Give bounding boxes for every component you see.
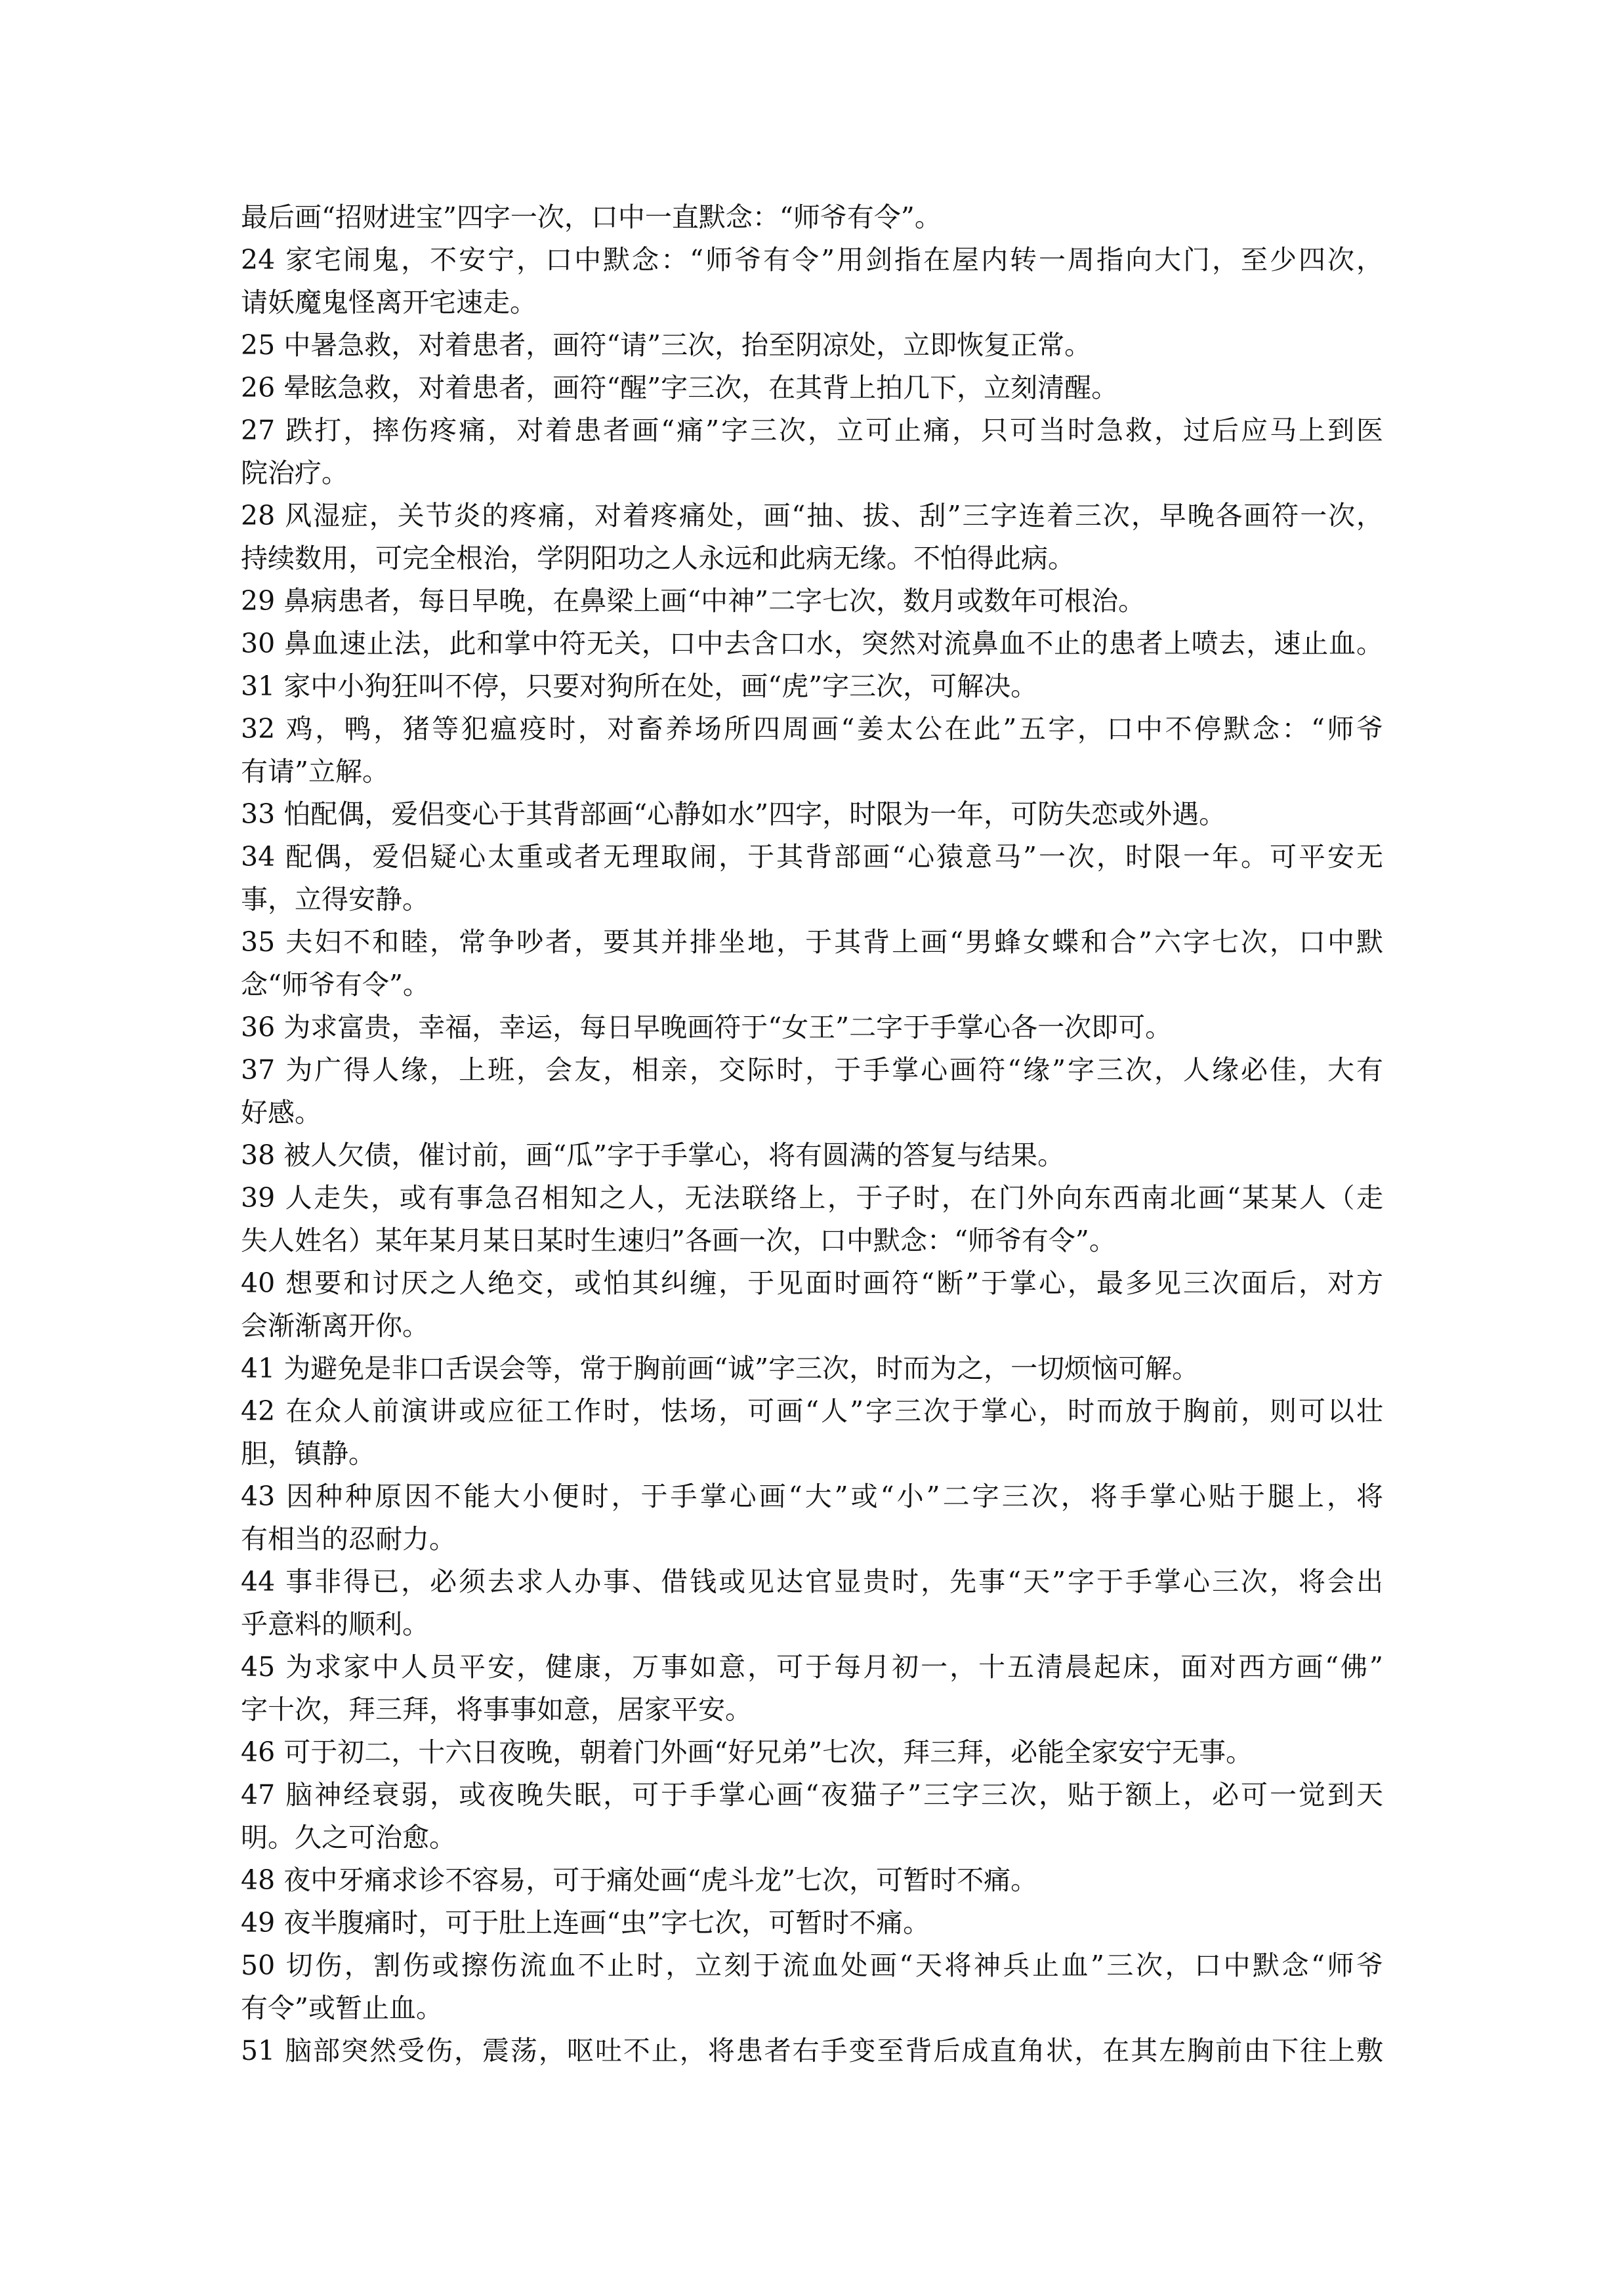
text-line: 有请”立解。	[241, 756, 389, 787]
text-line: 35 夫妇不和睦，常争吵者，要其并排坐地，于其背上画“男蜂女蝶和合”六字七次，口中默	[241, 926, 1383, 958]
text-line: 34 配偶，爱侣疑心太重或者无理取闹，于其背部画“心猿意马”一次，时限一年。可平安无	[241, 841, 1383, 872]
text-line: 胆，镇静。	[241, 1438, 375, 1469]
text-line: 43 因种种原因不能大小便时，于手掌心画“大”或“小”二字三次，将手掌心贴于腿上，将	[241, 1481, 1383, 1512]
list-item-31	[241, 665, 1383, 708]
text-line: 39 人走失，或有事急召相知之人，无法联络上，于子时，在门外向东西南北画“某某人（走	[241, 1182, 1383, 1214]
list-item-continuation	[241, 196, 1383, 239]
text-line: 51 脑部突然受伤，震荡，呕吐不止，将患者右手变至背后成直角状，在其左胸前由下往上敷	[241, 2035, 1383, 2066]
text-line: 28 风湿症，关节炎的疼痛，对着疼痛处，画“抽、拔、刮”三字连着三次，早晚各画符一次，	[241, 500, 1383, 531]
text-line: 最后画“招财进宝”四字一次，口中一直默念：“师爷有令”。	[241, 201, 942, 233]
list-item-43	[241, 1475, 1383, 1561]
list-item-25	[241, 324, 1383, 367]
text-line: 会渐渐离开你。	[241, 1310, 429, 1342]
list-item-45	[241, 1646, 1383, 1731]
text-line: 38 被人欠债，催讨前，画“瓜”字于手掌心，将有圆满的答复与结果。	[241, 1139, 1065, 1171]
list-item-26	[241, 367, 1383, 409]
text-line: 好感。	[241, 1097, 322, 1128]
text-line: 字十次，拜三拜，将事事如意，居家平安。	[241, 1694, 752, 1725]
text-line: 请妖魔鬼怪离开宅速走。	[241, 287, 537, 318]
text-line: 48 夜中牙痛求诊不容易，可于痛处画“虎斗龙”七次，可暂时不痛。	[241, 1864, 1038, 1896]
text-line: 持续数用，可完全根治，学阴阳功之人永远和此病无缘。不怕得此病。	[241, 543, 1075, 574]
list-item-27	[241, 409, 1383, 495]
text-line: 26 晕眩急救，对着患者，画符“醒”字三次，在其背上拍几下，立刻清醒。	[241, 372, 1119, 403]
text-line: 36 为求富贵，幸福，幸运，每日早晚画符于“女王”二字于手掌心各一次即可。	[241, 1012, 1173, 1043]
text-line: 44 事非得已，必须去求人办事、借钱或见达官显贵时，先事“天”字于手掌心三次，将会出	[241, 1566, 1383, 1597]
document-body	[241, 196, 1383, 2072]
text-line: 有令”或暂止血。	[241, 1992, 443, 2024]
text-line: 失人姓名）某年某月某日某时生速归”各画一次，口中默念：“师爷有令”。	[241, 1225, 1116, 1256]
list-item-41	[241, 1347, 1383, 1390]
text-line: 事，立得安静。	[241, 884, 429, 915]
list-item-32	[241, 708, 1383, 793]
text-line: 46 可于初二，十六日夜晚，朝着门外画“好兄弟”七次，拜三拜，必能全家安宁无事。	[241, 1736, 1253, 1768]
text-line: 47 脑神经衰弱，或夜晚失眠，可于手掌心画“夜猫子”三字三次，贴于额上，必可一觉到天	[241, 1779, 1383, 1811]
text-line: 29 鼻病患者，每日早晚，在鼻梁上画“中神”二字七次，数月或数年可根治。	[241, 585, 1146, 617]
list-item-39	[241, 1177, 1383, 1262]
text-line: 37 为广得人缘，上班，会友，相亲，交际时，于手掌心画符“缘”字三次，人缘必佳，大有	[241, 1054, 1383, 1086]
list-item-28	[241, 495, 1383, 580]
list-item-47	[241, 1774, 1383, 1859]
list-item-35	[241, 921, 1383, 1006]
list-item-38	[241, 1134, 1383, 1177]
list-item-37	[241, 1049, 1383, 1134]
text-line: 24 家宅闹鬼，不安宁，口中默念：“师爷有令”用剑指在屋内转一周指向大门，至少四次，	[241, 244, 1383, 276]
text-line: 49 夜半腹痛时，可于肚上连画“虫”字七次，可暂时不痛。	[241, 1907, 930, 1938]
list-item-24	[241, 239, 1383, 324]
list-item-36	[241, 1006, 1383, 1049]
text-line: 院治疗。	[241, 457, 348, 489]
list-item-44	[241, 1561, 1383, 1646]
list-item-29	[241, 580, 1383, 623]
text-line: 41 为避免是非口舌误会等，常于胸前画“诚”字三次，时而为之，一切烦恼可解。	[241, 1353, 1199, 1384]
text-line: 乎意料的顺利。	[241, 1609, 429, 1640]
list-item-30	[241, 623, 1383, 665]
text-line: 25 中暑急救，对着患者，画符“请”三次，抬至阴凉处，立即恢复正常。	[241, 329, 1092, 361]
list-item-40	[241, 1262, 1383, 1347]
list-item-33	[241, 793, 1383, 836]
list-item-42	[241, 1390, 1383, 1475]
text-line: 40 想要和讨厌之人绝交，或怕其纠缠，于见面时画符“断”于掌心，最多见三次面后，对方	[241, 1267, 1383, 1299]
text-line: 45 为求家中人员平安，健康，万事如意，可于每月初一，十五清晨起床，面对西方画“佛”	[241, 1651, 1383, 1683]
text-line: 念“师爷有令”。	[241, 969, 430, 1000]
text-line: 30 鼻血速止法，此和掌中符无关，口中去含口水，突然对流鼻血不止的患者上喷去，速止血。	[241, 628, 1383, 659]
list-item-49	[241, 1902, 1383, 1944]
list-item-48	[241, 1859, 1383, 1902]
text-line: 32 鸡，鸭，猪等犯瘟疫时，对畜养场所四周画“姜太公在此”五字，口中不停默念：“师爷	[241, 713, 1383, 745]
text-line: 有相当的忍耐力。	[241, 1523, 456, 1555]
text-line: 31 家中小狗狂叫不停，只要对狗所在处，画“虎”字三次，可解决。	[241, 670, 1038, 702]
text-line: 50 切伤，割伤或擦伤流血不止时，立刻于流血处画“天将神兵止血”三次，口中默念“师爷	[241, 1950, 1383, 1981]
text-line: 33 怕配偶，爱侣变心于其背部画“心静如水”四字，时限为一年，可防失恋或外遇。	[241, 798, 1226, 830]
list-item-34	[241, 836, 1383, 921]
text-line: 明。久之可治愈。	[241, 1822, 456, 1853]
text-line: 42 在众人前演讲或应征工作时，怯场，可画“人”字三次于掌心，时而放于胸前，则可以壮	[241, 1395, 1383, 1427]
list-item-51	[241, 2030, 1383, 2072]
list-item-50	[241, 1944, 1383, 2030]
list-item-46	[241, 1731, 1383, 1774]
text-line: 27 跌打，摔伤疼痛，对着患者画“痛”字三次，立可止痛，只可当时急救，过后应马上到医	[241, 415, 1383, 446]
